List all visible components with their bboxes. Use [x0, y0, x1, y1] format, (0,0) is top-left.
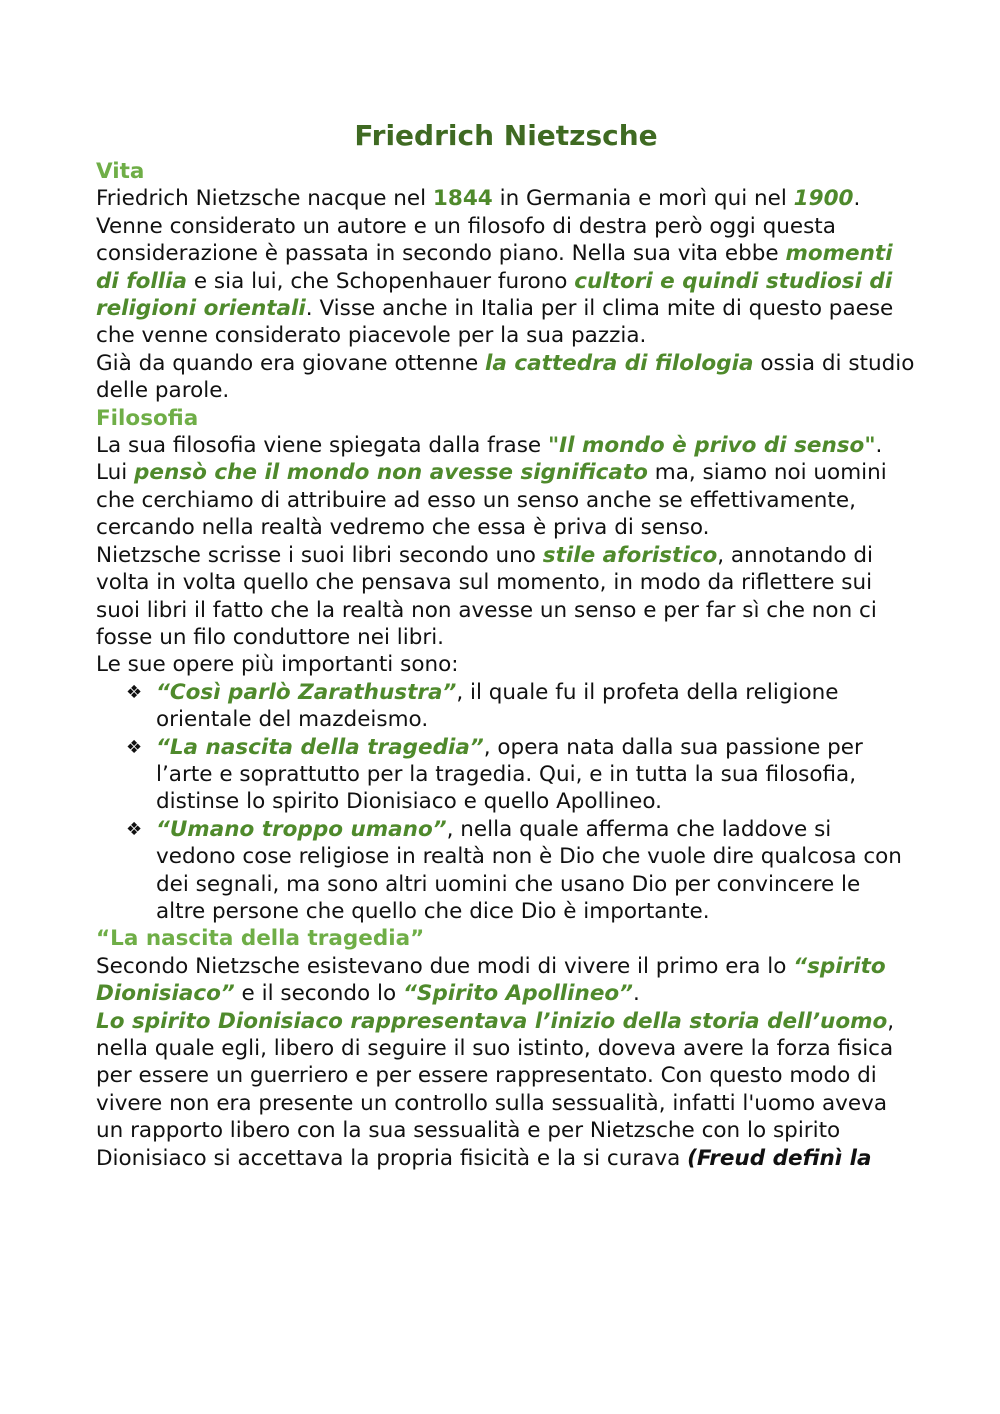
- text: . Lui: [96, 433, 883, 486]
- paragraph-tragedia-2: [96, 1008, 916, 1172]
- work-title: “Così parlò Zarathustra”: [156, 679, 457, 705]
- text: .: [633, 981, 640, 1007]
- section-heading-filosofia: Filosofia: [96, 405, 199, 431]
- highlight: momenti di follia: [96, 241, 893, 294]
- diamond-bullet-icon: ❖: [126, 818, 143, 840]
- text: ossia di studio delle parole.: [96, 350, 915, 404]
- text: , nella quale egli, libero di seguire il suo istinto, doveva avere la forza fisica per essere un guerriero e per essere rappresentato. Con questo modo di vivere non era presente un controllo sulla sessualità, infatti l'uomo aveva un rapporto libero con la sua sessualità e per Nietzsche con lo spirito Dionisiaco si accettava la propria fisicità e la si curava: [96, 1008, 895, 1171]
- highlight: stile aforistico: [542, 542, 718, 568]
- text: Già da quando era giovane ottenne: [96, 350, 486, 376]
- highlight: pensò che il mondo non avesse significato: [134, 460, 648, 486]
- text: La sua filosofia viene spiegata dalla frase: [96, 433, 548, 459]
- document-content: [96, 114, 916, 1172]
- work-title: “La nascita della tragedia”: [156, 734, 484, 760]
- text: e il secondo lo: [234, 981, 404, 1007]
- list-item: [126, 679, 916, 734]
- paragraph-filosofia-3: Le sue opere più importanti sono:: [96, 652, 459, 678]
- text: .: [853, 186, 861, 212]
- work-description: , nella quale afferma che laddove si vedono cose religiose in realtà non è Dio che vuole dire qualcosa con dei segnali, ma sono altri uomini che usano Dio per convincere le altre persone che quello che dice Dio è importante.: [156, 816, 902, 924]
- highlight: Lo spirito Dionisiaco rappresentava l’inizio della storia dell’uomo: [96, 1008, 888, 1034]
- diamond-bullet-icon: ❖: [126, 681, 143, 703]
- highlight: “Spirito Apollineo”: [403, 981, 634, 1007]
- birth-year: 1844: [432, 186, 493, 212]
- list-item: [126, 816, 916, 926]
- text: Friedrich Nietzsche nacque nel: [96, 186, 433, 212]
- death-year: 1900: [793, 186, 854, 212]
- paragraph-filosofia-1: [96, 432, 916, 542]
- paragraph-vita-2: [96, 213, 916, 350]
- paragraph-vita-1: [96, 185, 916, 212]
- highlight: "Il mondo è privo di senso": [547, 433, 876, 459]
- paragraph-tragedia-1: [96, 953, 916, 1008]
- text: , annotando di volta in volta quello che pensava sul momento, in modo da riflettere sui suoi libri il fatto che la realtà non avesse un senso e per far sì che non ci fosse un filo conduttore nei libri.: [96, 542, 877, 650]
- paragraph-filosofia-2: [96, 542, 916, 652]
- highlight: la cattedra di filologia: [485, 350, 754, 376]
- text: in Germania e morì qui nel: [492, 186, 794, 212]
- work-description: , opera nata dalla sua passione per l’arte e soprattutto per la tragedia. Qui, e in tutta la sua filosofia, distinse lo spirito Dionisiaco e quello Apollineo.: [156, 734, 863, 815]
- text: e sia lui, che Schopenhauer furono: [187, 268, 575, 294]
- work-title: “Umano troppo umano”: [156, 816, 447, 842]
- highlight: cultori e quindi studiosi di religioni orientali: [96, 268, 893, 322]
- text: Secondo Nietzsche esistevano due modi di vivere il primo era lo: [96, 953, 794, 979]
- text: . Visse anche in Italia per il clima mite di questo paese che venne considerato piacevole per la sua pazzia.: [96, 296, 894, 349]
- page-title: Friedrich Nietzsche: [354, 119, 658, 152]
- bold-italic-text: (Freud definì la: [687, 1145, 872, 1171]
- section-heading-vita: Vita: [96, 159, 145, 184]
- work-description: , il quale fu il profeta della religione orientale del mazdeismo.: [156, 679, 839, 733]
- section-heading-tragedia: “La nascita della tragedia”: [96, 926, 425, 952]
- text: Nietzsche scrisse i suoi libri secondo uno: [96, 542, 543, 568]
- text: ma, siamo noi uomini che cerchiamo di attribuire ad esso un senso anche se effettivamente, cercando nella realtà vedremo che essa è priva di senso.: [96, 460, 887, 541]
- highlight: “spirito Dionisiaco”: [96, 953, 886, 1007]
- list-item: [126, 734, 916, 816]
- text: Venne considerato un autore e un filosofo di destra però oggi questa considerazione è passata in secondo piano. Nella sua vita ebbe: [96, 213, 836, 267]
- paragraph-vita-3: [96, 350, 916, 405]
- diamond-bullet-icon: ❖: [126, 736, 143, 758]
- works-list: [96, 679, 916, 926]
